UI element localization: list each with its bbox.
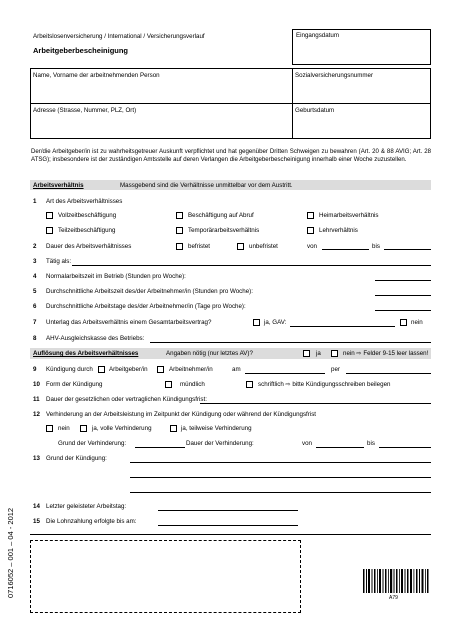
q3-label: Tätig als: — [46, 258, 72, 265]
label-schriftlich: schriftlich ⇨ bitte Kündigungsschreiben beilegen — [258, 381, 391, 388]
q4-field[interactable] — [375, 280, 431, 281]
q10-label: Form der Kündigung — [46, 381, 103, 388]
q7-gav-field[interactable] — [290, 326, 395, 327]
q12-label: Verhinderung an der Arbeitsleistung im Zeitpunkt der Kündigung oder während der Kündigungsfrist — [46, 411, 317, 418]
q2-number: 2 — [33, 243, 37, 250]
label-verhinderung-teil: ja, teilweise Verhinderung — [181, 425, 252, 432]
label-teilzeit: Teilzeitbeschäftigung — [58, 227, 116, 234]
name-label: Name, Vorname der arbeitnehmenden Person — [33, 72, 160, 79]
q2-bis-label: bis — [372, 243, 380, 250]
checkbox-verhinderung-voll[interactable] — [80, 425, 87, 432]
name-field[interactable] — [30, 80, 292, 103]
q6-label: Durchschnittliche Arbeitstage des/der Arbeitnehmer/in (Tage pro Woche): — [46, 303, 246, 310]
adresse-label: Adresse (Strasse, Nummer, PLZ, Ort) — [33, 107, 137, 114]
checkbox-befristet[interactable] — [176, 243, 183, 250]
q12-grund-label: Grund der Verhinderung: — [58, 440, 127, 447]
q12-grund-field[interactable] — [135, 447, 185, 448]
label-gav-ja: ja, GAV: — [264, 319, 287, 326]
q13-field-line-3[interactable] — [130, 492, 431, 493]
page-title: Arbeitgeberbescheinigung — [33, 46, 129, 55]
label-muendlich: mündlich — [180, 381, 205, 388]
checkbox-verhinderung-nein[interactable] — [46, 425, 53, 432]
bottom-rule — [30, 534, 431, 535]
q6-number: 6 — [33, 303, 37, 310]
section2-question: Angaben nötig (nur letztes AV)? — [166, 350, 253, 357]
breadcrumb: Arbeitslosenversicherung / International / Versicherungsverlauf — [33, 33, 205, 40]
checkbox-schriftlich[interactable] — [246, 381, 253, 388]
q5-number: 5 — [33, 288, 37, 295]
q13-field-line-2[interactable] — [130, 477, 431, 478]
q9-per-label: per — [331, 366, 340, 373]
q14-field[interactable] — [158, 510, 298, 511]
q3-number: 3 — [33, 258, 37, 265]
label-verhinderung-nein: nein — [58, 425, 70, 432]
label-verhinderung-voll: ja, volle Verhinderung — [92, 425, 152, 432]
checkbox-lehr[interactable] — [307, 227, 314, 234]
q8-field[interactable] — [150, 342, 431, 343]
eingangsdatum-label: Eingangsdatum — [296, 32, 339, 39]
checkbox-vollzeit[interactable] — [46, 212, 53, 219]
barcode-icon — [363, 569, 429, 593]
q13-label: Grund der Kündigung: — [46, 455, 107, 462]
label-kuendigung-ag: Arbeitgeber/in — [109, 366, 148, 373]
form-code: 0716052 – 001 – 04 - 2012 — [6, 507, 15, 598]
q12-von-label: von — [302, 440, 312, 447]
checkbox-heimarbeit[interactable] — [307, 212, 314, 219]
checkbox-gav-nein[interactable] — [400, 319, 407, 326]
q4-number: 4 — [33, 273, 37, 280]
q11-number: 11 — [33, 396, 40, 403]
checkbox-unbefristet[interactable] — [237, 243, 244, 250]
eingangsdatum-field[interactable] — [292, 29, 431, 65]
q15-label: Die Lohnzahlung erfolgte bis am: — [46, 518, 137, 525]
label-vollzeit: Vollzeitbeschäftigung — [58, 212, 117, 219]
adresse-field[interactable] — [30, 115, 292, 139]
q9-am-label: am — [232, 366, 241, 373]
q11-label: Dauer der gesetzlichen oder vertraglichen Kündigungsfrist: — [46, 396, 207, 403]
section-title-aufloesung: Auflösung des Arbeitsverhältnisses — [33, 350, 139, 357]
q9-label: Kündigung durch — [46, 366, 93, 373]
q9-number: 9 — [33, 366, 37, 373]
label-angaben-nein: nein ⇨ Felder 9-15 leer lassen! — [343, 350, 429, 357]
q14-label: Letzter geleisteter Arbeitstag: — [46, 503, 127, 510]
q2-von-label: von — [307, 243, 317, 250]
grid-divider-horizontal — [30, 103, 431, 104]
q12-number: 12 — [33, 411, 40, 418]
q2-bis-field[interactable] — [384, 249, 431, 250]
q9-am-field[interactable] — [245, 373, 325, 374]
q4-label: Normalarbeitszeit im Betrieb (Stunden pro Woche): — [46, 273, 186, 280]
q12-von-field[interactable] — [316, 447, 364, 448]
checkbox-teilzeit[interactable] — [46, 227, 53, 234]
q2-von-field[interactable] — [322, 249, 369, 250]
q8-label: AHV-Ausgleichskasse des Betriebs: — [46, 335, 145, 342]
checkbox-muendlich[interactable] — [165, 381, 172, 388]
q14-number: 14 — [33, 503, 40, 510]
label-befristet: befristet — [188, 243, 211, 250]
section-title-arbeitsverhaeltnis: Arbeitsverhältnis — [33, 182, 84, 189]
q1-number: 1 — [33, 198, 37, 205]
checkbox-verhinderung-teil[interactable] — [170, 425, 177, 432]
q11-field[interactable] — [200, 403, 431, 404]
q9-per-field[interactable] — [346, 373, 431, 374]
q7-number: 7 — [33, 319, 37, 326]
q12-bis-field[interactable] — [379, 447, 431, 448]
q3-field[interactable] — [72, 265, 431, 266]
q13-number: 13 — [33, 455, 40, 462]
label-lehr: Lehrverhältnis — [319, 227, 358, 234]
stamp-area — [30, 540, 301, 613]
q13-field-line-1[interactable] — [130, 462, 431, 463]
q10-number: 10 — [33, 381, 40, 388]
intro-paragraph: Der/die Arbeitgeber/in ist zu wahrheitsgetreuer Auskunft verpflichtet und hat gegenüber Dritten Schweigen zu bewahren (Art. 20 & 88 AVIG; Art. 28 ATSG); insbesondere ist der zuständigen Amtsstelle auf deren Verlangen die Arbeitgeberbescheinigung innerhalb einer Woche zuzustellen. — [31, 148, 431, 163]
checkbox-temporaer[interactable] — [176, 227, 183, 234]
label-kuendigung-an: Arbeitnehmer/in — [169, 366, 213, 373]
q1-label: Art des Arbeitsverhältnisses — [46, 198, 123, 205]
label-temporaer: Temporärarbeitsverhältnis — [188, 227, 260, 234]
q12-bis-label: bis — [367, 440, 375, 447]
label-gav-nein: nein — [411, 319, 423, 326]
svnr-label: Sozialversicherungsnummer — [295, 72, 374, 79]
q8-number: 8 — [33, 335, 37, 342]
checkbox-gav-ja[interactable] — [253, 319, 260, 326]
section-subtitle: Massgebend sind die Verhältnisse unmittelbar vor dem Austritt. — [120, 182, 293, 189]
checkbox-kuendigung-an[interactable] — [157, 366, 164, 373]
barcode-label: A79 — [389, 595, 398, 601]
geburtsdatum-label: Geburtsdatum — [295, 107, 335, 114]
checkbox-kuendigung-ag[interactable] — [98, 366, 105, 373]
label-abruf: Beschäftigung auf Abruf — [188, 212, 254, 219]
q12-dauer-label: Dauer der Verhinderung: — [186, 440, 254, 447]
q2-label: Dauer des Arbeitsverhältnisses — [46, 243, 132, 250]
geburtsdatum-field[interactable] — [292, 115, 431, 139]
label-unbefristet: unbefristet — [249, 243, 278, 250]
q15-field[interactable] — [158, 525, 298, 526]
checkbox-abruf[interactable] — [176, 212, 183, 219]
q15-number: 15 — [33, 518, 40, 525]
label-angaben-ja: ja — [316, 350, 321, 357]
q6-field[interactable] — [375, 310, 431, 311]
checkbox-angaben-ja[interactable] — [303, 350, 310, 357]
q5-field[interactable] — [375, 295, 431, 296]
label-heimarbeit: Heimarbeitsverhältnis — [319, 212, 379, 219]
checkbox-angaben-nein[interactable] — [331, 350, 338, 357]
q7-label: Unterlag das Arbeitsverhältnis einem Gesamtarbeitsvertrag? — [46, 319, 212, 326]
svnr-field[interactable] — [292, 80, 431, 103]
q5-label: Durchschnittliche Arbeitszeit des/der Arbeitnehmer/in (Stunden pro Woche): — [46, 288, 253, 295]
